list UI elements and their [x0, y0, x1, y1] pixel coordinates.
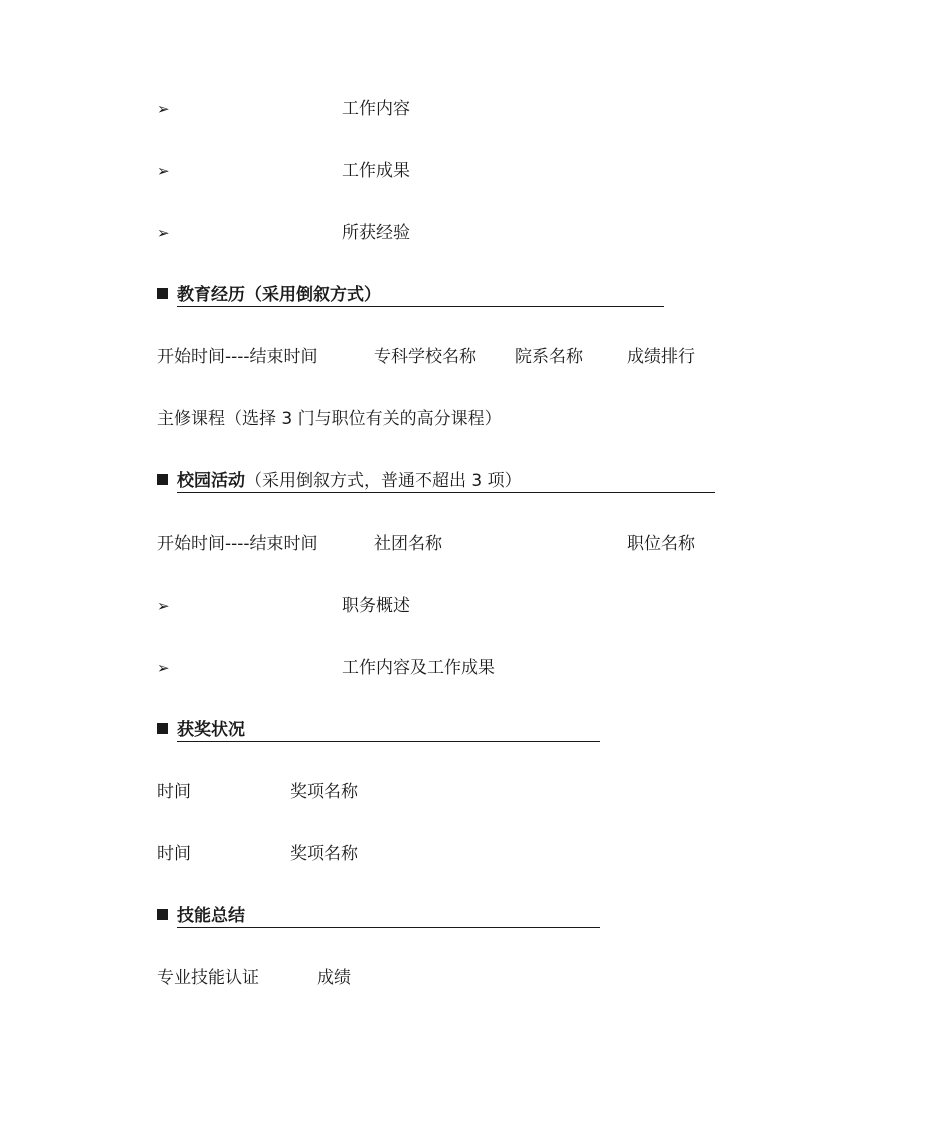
skills-title: 技能总结 — [177, 906, 245, 926]
activity-item-text: 职务概述 — [342, 596, 410, 616]
skills-heading-underline — [177, 905, 600, 928]
activities-subtitle: （采用倒叙方式，普通不超出 3 项） — [245, 471, 522, 491]
education-heading-underline — [177, 284, 664, 307]
award-time: 时间 — [157, 782, 191, 802]
awards-heading — [157, 718, 600, 742]
education-heading — [157, 283, 664, 307]
education-courses: 主修课程（选择 3 门与职位有关的高分课程） — [157, 409, 502, 429]
award-name: 奖项名称 — [290, 782, 358, 802]
education-subtitle: （采用倒叙方式） — [245, 285, 381, 305]
work-item-text: 所获经验 — [342, 223, 410, 243]
activities-period: 开始时间----结束时间 — [157, 534, 318, 554]
education-period: 开始时间----结束时间 — [157, 347, 318, 367]
education-department: 院系名称 — [515, 347, 583, 367]
awards-title: 获奖状况 — [177, 720, 245, 740]
award-time: 时间 — [157, 844, 191, 864]
arrow-bullet-icon: ➢ — [157, 597, 170, 615]
skills-cert: 专业技能认证 — [157, 968, 259, 988]
work-item-text: 工作内容 — [342, 99, 410, 119]
square-bullet-icon — [157, 909, 168, 920]
education-title: 教育经历 — [177, 285, 245, 305]
activities-title: 校园活动 — [177, 471, 245, 491]
activity-item-text: 工作内容及工作成果 — [342, 658, 495, 678]
awards-heading-underline — [177, 719, 600, 742]
activities-heading-underline — [177, 470, 715, 493]
square-bullet-icon — [157, 288, 168, 299]
award-name: 奖项名称 — [290, 844, 358, 864]
arrow-bullet-icon: ➢ — [157, 659, 170, 677]
activities-position: 职位名称 — [627, 534, 695, 554]
education-school: 专科学校名称 — [374, 347, 476, 367]
square-bullet-icon — [157, 723, 168, 734]
work-item-text: 工作成果 — [342, 161, 410, 181]
arrow-bullet-icon: ➢ — [157, 162, 170, 180]
education-rank: 成绩排行 — [627, 347, 695, 367]
skills-score: 成绩 — [317, 968, 351, 988]
arrow-bullet-icon: ➢ — [157, 100, 170, 118]
square-bullet-icon — [157, 474, 168, 485]
activities-heading — [157, 469, 715, 493]
arrow-bullet-icon: ➢ — [157, 224, 170, 242]
activities-club: 社团名称 — [374, 534, 442, 554]
skills-heading — [157, 904, 600, 928]
